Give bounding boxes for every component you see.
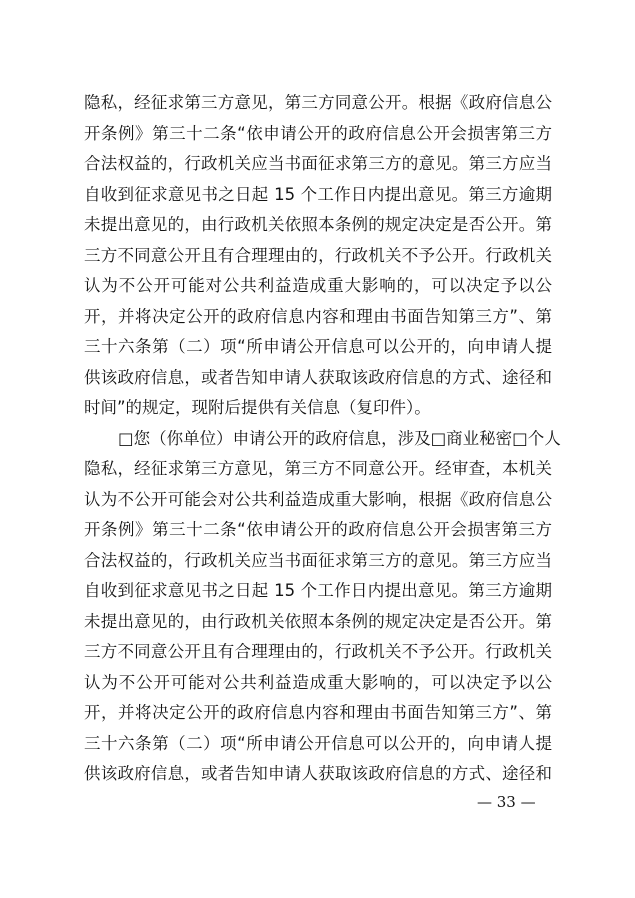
text-line: 隐私，经征求第三方意见，第三方同意公开。根据《政府信息公 [84,93,552,112]
text-line: 开，并将决定公开的政府信息内容和理由书面告知第三方”、第 [84,306,552,326]
text-line: 认为不公开可能对公共利益造成重大影响的，可以决定予以公 [84,276,552,295]
paragraph-start-line: □您（你单位）申请公开的政府信息，涉及□商业秘密□个人 [118,428,561,448]
text-line: 供该政府信息，或者告知申请人获取该政府信息的方式、途径和 [84,367,552,387]
text-line: 自收到征求意见书之日起 15 个工作日内提出意见。第三方逾期 [84,581,552,600]
text-line: 未提出意见的，由行政机关依照本条例的规定决定是否公开。第 [84,611,552,631]
text-line: 开，并将决定公开的政府信息内容和理由书面告知第三方”、第 [84,703,552,722]
text-line: 时间”的规定，现附后提供有关信息（复印件）。 [84,398,431,417]
text-line: 三方不同意公开且有合理理由的，行政机关不予公开。行政机关 [84,642,552,661]
text-line: 认为不公开可能对公共利益造成重大影响的，可以决定予以公 [84,672,552,692]
text-line: 开条例》第三十二条“依申请公开的政府信息公开会损害第三方 [84,520,552,539]
text-line: 合法权益的，行政机关应当书面征求第三方的意见。第三方应当 [84,550,552,570]
body-text [84,88,561,790]
text-line: 认为不公开可能会对公共利益造成重大影响，根据《政府信息公 [84,489,552,509]
text-line: 供该政府信息，或者告知申请人获取该政府信息的方式、途径和 [84,764,552,783]
text-line: 隐私，经征求第三方意见，第三方不同意公开。经审查，本机关 [84,459,552,478]
text-line: 未提出意见的，由行政机关依照本条例的规定决定是否公开。第 [84,215,552,234]
text-line: 三十六条第（二）项“所申请公开信息可以公开的，向申请人提 [84,337,552,356]
text-line: 开条例》第三十二条“依申请公开的政府信息公开会损害第三方 [84,123,552,143]
text-line: 合法权益的，行政机关应当书面征求第三方的意见。第三方应当 [84,154,552,173]
text-line: 三十六条第（二）项“所申请公开信息可以公开的，向申请人提 [84,733,552,753]
text-line: 自收到征求意见书之日起 15 个工作日内提出意见。第三方逾期 [84,184,552,204]
page-number: — 33 — [477,793,536,811]
text-line: 三方不同意公开且有合理理由的，行政机关不予公开。行政机关 [84,245,552,265]
